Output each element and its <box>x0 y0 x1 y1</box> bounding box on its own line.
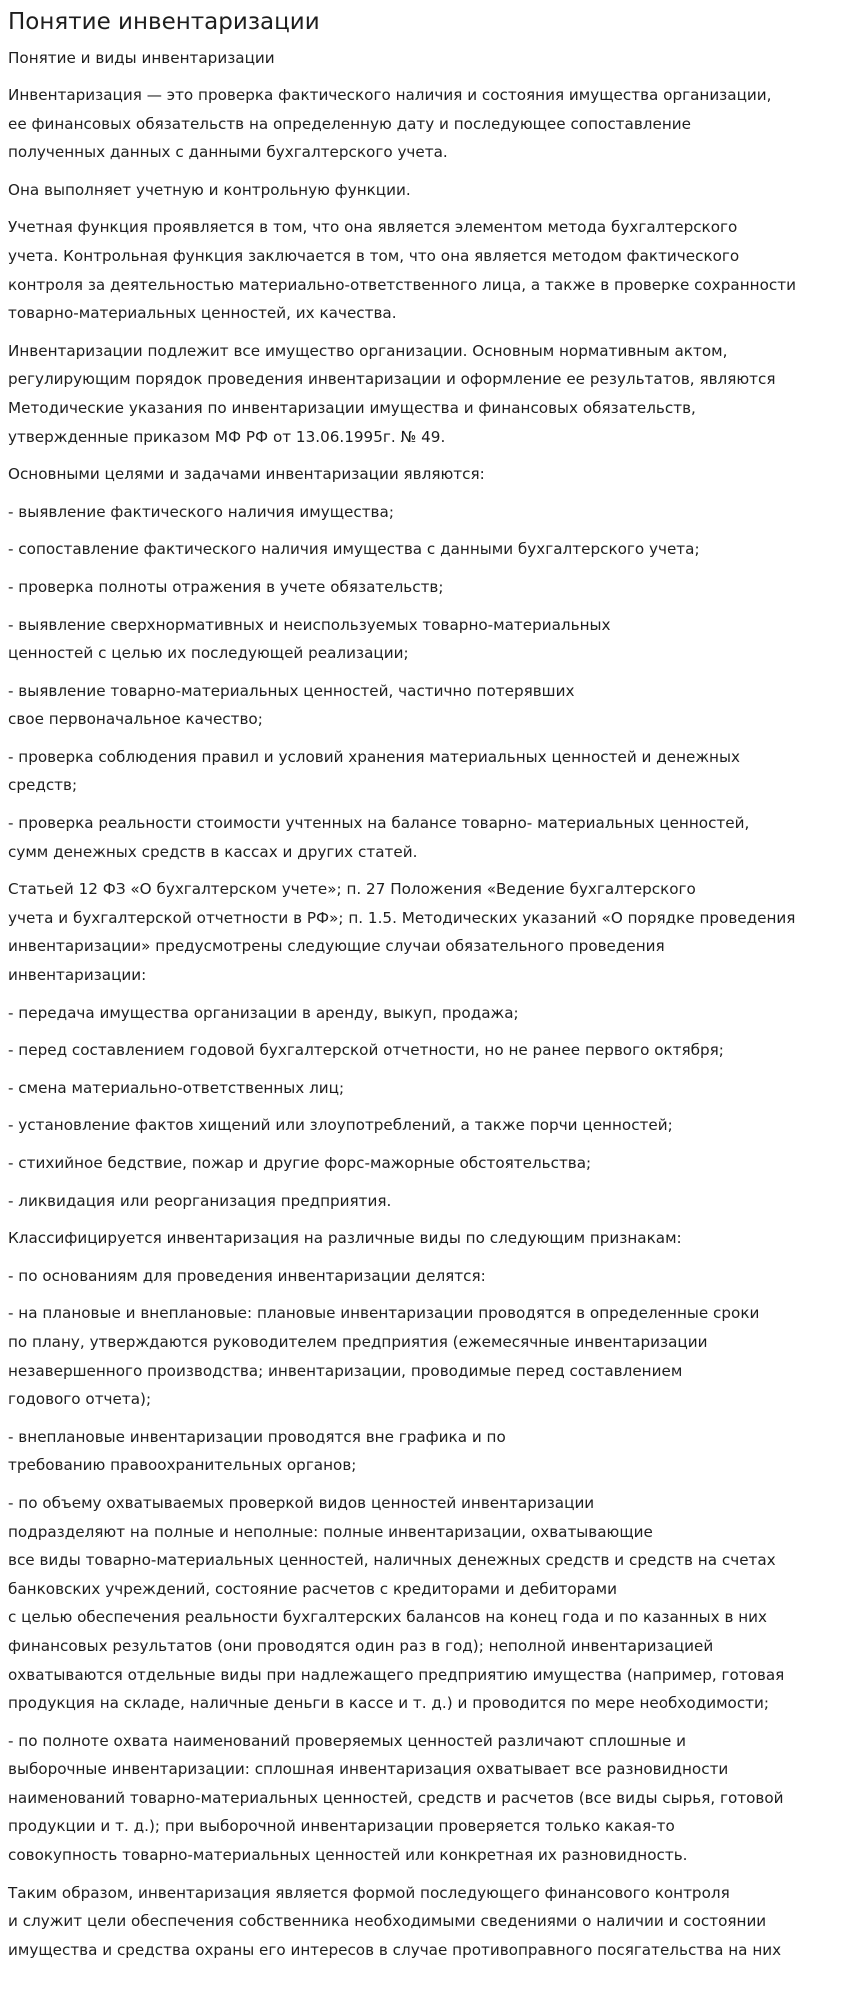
paragraph <box>8 1299 847 1413</box>
paragraph-line: все виды товарно-материальных ценностей, наличных денежных средств и средств на счетах <box>8 1551 776 1570</box>
paragraph-line: Классифицируется инвентаризация на различные виды по следующим признакам: <box>8 1229 682 1248</box>
paragraph-line: контроля за деятельностью материально-ответственного лица, а также в проверке сохранности <box>8 275 796 294</box>
paragraph <box>8 999 847 1028</box>
paragraph-line: утвержденные приказом МФ РФ от 13.06.1995г. № 49. <box>8 427 446 446</box>
paragraph-line: - внеплановые инвентаризации проводятся вне графика и по <box>8 1427 506 1446</box>
paragraph-line: подразделяют на полные и неполные: полные инвентаризации, охватывающие <box>8 1522 653 1541</box>
paragraph-line: средств; <box>8 776 78 795</box>
paragraph-line: и служит цели обеспечения собственника необходимыми сведениями о наличии и состоянии <box>8 1912 767 1931</box>
paragraph-line: продукции и т. д.); при выборочной инвентаризации проверяется только какая-то <box>8 1817 675 1836</box>
paragraph-line: по плану, утверждаются руководителем предприятия (ежемесячные инвентаризации <box>8 1332 708 1351</box>
paragraph-line: свое первоначальное качество; <box>8 710 263 729</box>
paragraph-line: - по полноте охвата наименований проверяемых ценностей различают сплошные и <box>8 1731 687 1750</box>
paragraph-line: Статьей 12 ФЗ «О бухгалтерском учете»; п. 27 Положения «Ведение бухгалтерского <box>8 880 696 899</box>
paragraph-line: учета и бухгалтерской отчетности в РФ»; п. 1.5. Методических указаний «О порядке проведения <box>8 908 796 927</box>
paragraph <box>8 1036 847 1065</box>
paragraph <box>8 535 847 564</box>
paragraph <box>8 460 847 489</box>
paragraph <box>8 1111 847 1140</box>
paragraph-line: Инвентаризации подлежит все имущество организации. Основным нормативным актом, <box>8 341 728 360</box>
paragraph-line: - выявление товарно-материальных ценностей, частично потерявших <box>8 681 575 700</box>
paragraph <box>8 213 847 327</box>
paragraph-line: - проверка реальности стоимости учтенных на балансе товарно- материальных ценностей, <box>8 814 750 833</box>
paragraph <box>8 1262 847 1291</box>
paragraph-line: охватываются отдельные виды при надлежащего предприятию имущества (например, готовая <box>8 1665 785 1684</box>
paragraph-line: Таким образом, инвентаризация является формой последующего финансового контроля <box>8 1883 730 1902</box>
paragraph-line: ее финансовых обязательств на определенную дату и последующее сопоставление <box>8 114 691 133</box>
paragraph <box>8 809 847 866</box>
paragraph-line: выборочные инвентаризации: сплошная инвентаризация охватывает все разновидности <box>8 1760 729 1779</box>
paragraph-line: - проверка полноты отражения в учете обязательств; <box>8 577 444 596</box>
paragraph <box>8 1187 847 1216</box>
paragraph-line: требованию правоохранительных органов; <box>8 1456 357 1475</box>
paragraph <box>8 611 847 668</box>
paragraph-line: Инвентаризация — это проверка фактического наличия и состояния имущества организации, <box>8 86 772 104</box>
paragraph-line: Методические указания по инвентаризации имущества и финансовых обязательств, <box>8 398 696 417</box>
paragraph-line: - выявление фактического наличия имущества; <box>8 502 394 521</box>
paragraph <box>8 1423 847 1480</box>
paragraph <box>8 498 847 527</box>
paragraph <box>8 573 847 602</box>
paragraph-line: - смена материально-ответственных лиц; <box>8 1078 345 1097</box>
paragraph-line: имущества и средства охраны его интересов в случае противоправного посягательства на них <box>8 1940 782 1959</box>
paragraph <box>8 875 847 989</box>
paragraph <box>8 81 847 167</box>
paragraph-line: - выявление сверхнормативных и неиспользуемых товарно-материальных <box>8 615 611 634</box>
article-body <box>8 81 847 1964</box>
paragraph <box>8 1074 847 1103</box>
paragraph <box>8 176 847 205</box>
paragraph <box>8 1489 847 1718</box>
paragraph <box>8 1149 847 1178</box>
paragraph-line: инвентаризации» предусмотрены следующие случаи обязательного проведения <box>8 937 665 956</box>
paragraph-line: - сопоставление фактического наличия имущества с данными бухгалтерского учета; <box>8 540 700 559</box>
paragraph-line: Учетная функция проявляется в том, что она является элементом метода бухгалтерского <box>8 218 738 237</box>
paragraph-line: полученных данных с данными бухгалтерского учета. <box>8 143 448 162</box>
paragraph-line: с целью обеспечения реальности бухгалтерских балансов на конец года и по казанных в них <box>8 1608 768 1627</box>
paragraph-line: - по основаниям для проведения инвентаризации делятся: <box>8 1266 486 1285</box>
paragraph-line: регулирующим порядок проведения инвентаризации и оформление ее результатов, являются <box>8 370 776 389</box>
paragraph-line: сумм денежных средств в кассах и других статей. <box>8 842 418 861</box>
paragraph <box>8 337 847 451</box>
paragraph-line: совокупность товарно-материальных ценностей или конкретная их разновидность. <box>8 1846 688 1865</box>
paragraph <box>8 1224 847 1253</box>
paragraph-line: учета. Контрольная функция заключается в том, что она является методом фактического <box>8 246 740 265</box>
paragraph-line: - на плановые и внеплановые: плановые инвентаризации проводятся в определенные сроки <box>8 1304 760 1323</box>
paragraph-line: финансовых результатов (они проводятся один раз в год); неполной инвентаризацией <box>8 1636 714 1655</box>
paragraph-line: - ликвидация или реорганизация предприятия. <box>8 1191 392 1210</box>
paragraph-line: продукция на складе, наличные деньги в кассе и т. д.) и проводится по мере необходимости; <box>8 1694 770 1713</box>
paragraph-line: - стихийное бедствие, пожар и другие форс-мажорные обстоятельства; <box>8 1154 592 1172</box>
paragraph-line: Она выполняет учетную и контрольную функции. <box>8 180 411 199</box>
paragraph <box>8 1727 847 1870</box>
paragraph-line: - передача имущества организации в аренду, выкуп, продажа; <box>8 1003 519 1022</box>
page-title: Понятие инвентаризации <box>8 9 320 35</box>
paragraph-line: незавершенного производства; инвентаризации, проводимые перед составлением <box>8 1361 683 1380</box>
paragraph-line: банковских учреждений, состояние расчетов с кредиторами и дебиторами <box>8 1579 617 1598</box>
paragraph-line: - проверка соблюдения правил и условий хранения материальных ценностей и денежных <box>8 747 740 766</box>
paragraph <box>8 1879 847 1965</box>
paragraph-line: ценностей с целью их последующей реализации; <box>8 644 409 663</box>
paragraph-line: - установление фактов хищений или злоупотреблений, а также порчи ценностей; <box>8 1116 673 1135</box>
section-subtitle: Понятие и виды инвентаризации <box>8 49 275 67</box>
paragraph <box>8 743 847 800</box>
paragraph-line: товарно-материальных ценностей, их качества. <box>8 304 397 323</box>
paragraph-line: годового отчета); <box>8 1390 152 1409</box>
paragraph-line: - по объему охватываемых проверкой видов ценностей инвентаризации <box>8 1493 595 1512</box>
paragraph-line: Основными целями и задачами инвентаризации являются: <box>8 465 485 484</box>
paragraph-line: инвентаризации: <box>8 966 147 985</box>
paragraph <box>8 677 847 734</box>
paragraph-line: наименований товарно-материальных ценностей, средств и расчетов (все виды сырья, готовой <box>8 1788 784 1807</box>
paragraph-line: - перед составлением годовой бухгалтерской отчетности, но не ранее первого октября; <box>8 1041 724 1060</box>
